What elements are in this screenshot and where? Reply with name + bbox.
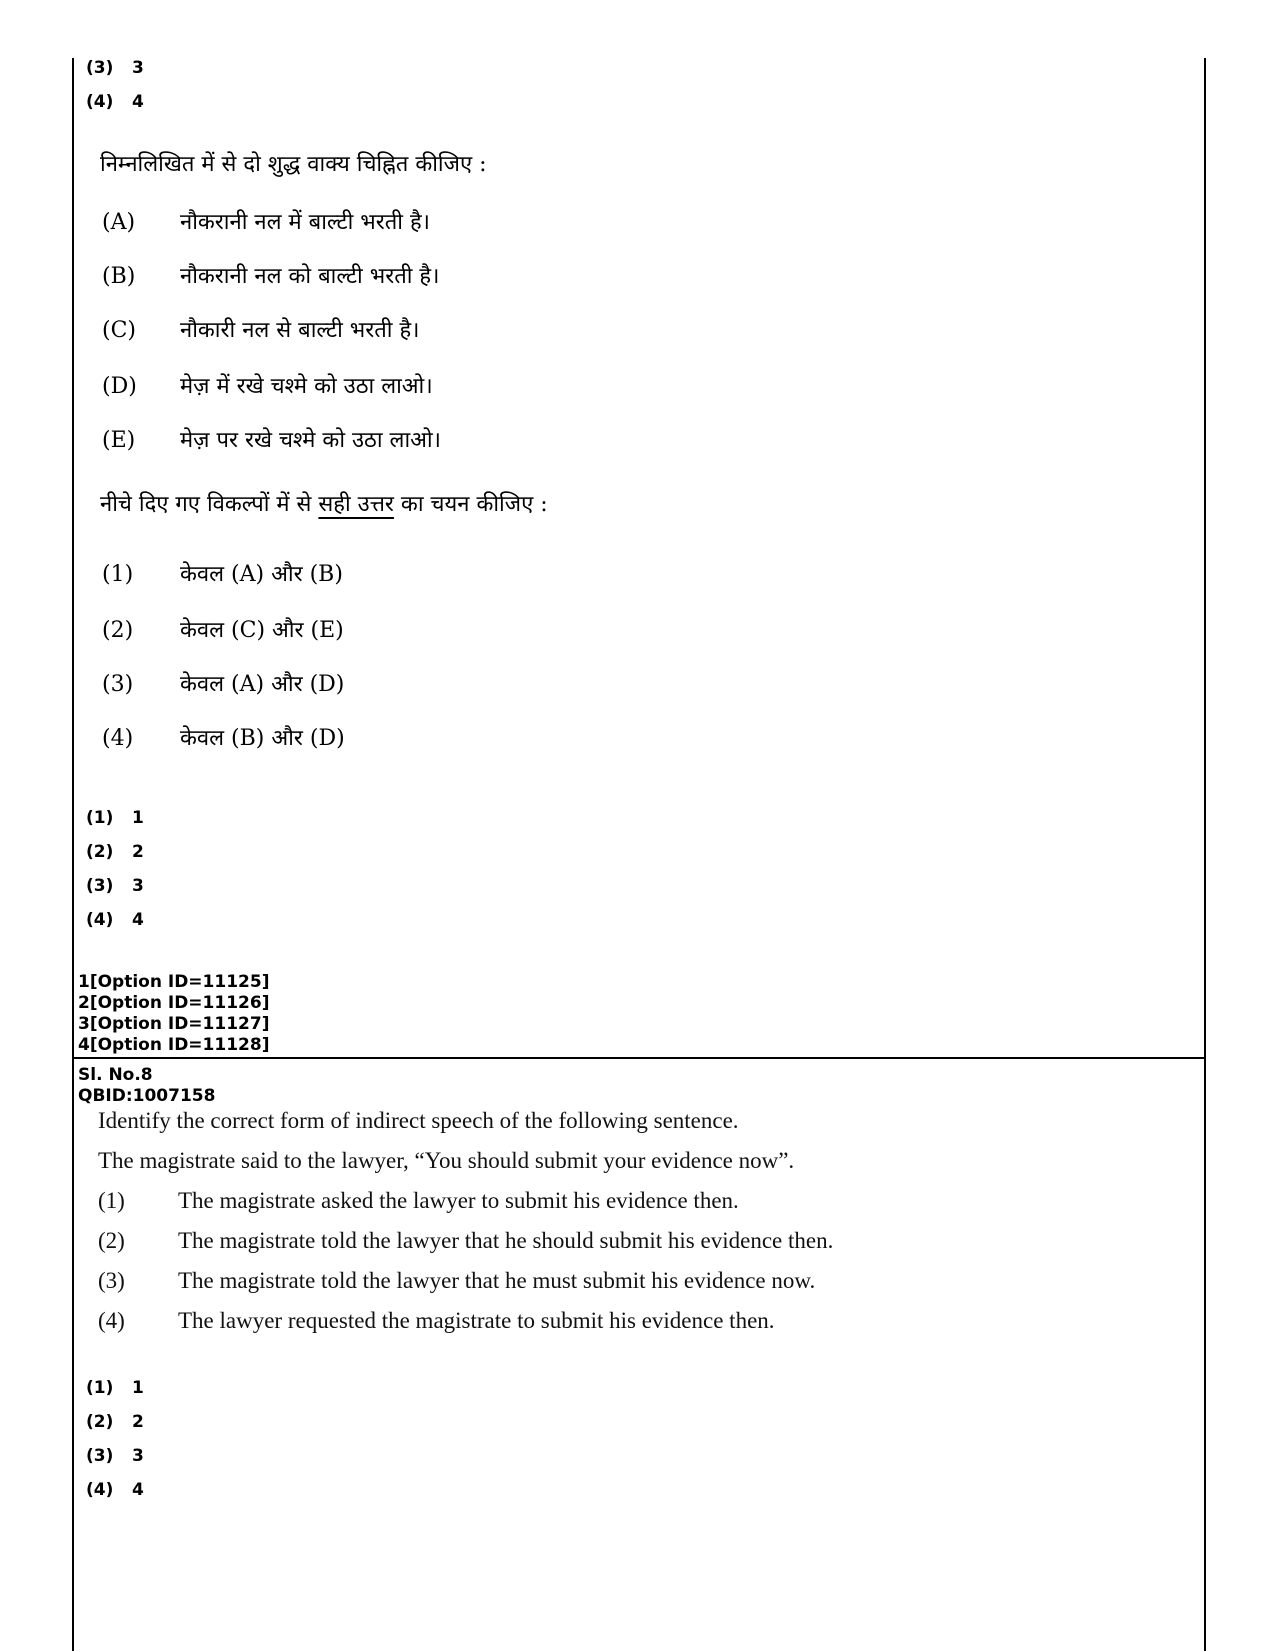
answer-value: 4 [132,1480,144,1500]
option-label: (1) [98,1188,125,1213]
answer-line [86,1480,144,1500]
option-id-list [78,972,269,1056]
hindi-option [102,614,344,644]
answer-line [86,876,144,896]
question-divider [72,1057,1206,1059]
option-text: केवल (C) और (E) [180,618,344,643]
option-text: The lawyer requested the magistrate to submit his evidence then. [178,1308,775,1333]
answer-value: 1 [132,808,144,828]
statement-label: (E) [102,428,136,453]
option-text: The magistrate told the lawyer that he must submit his evidence now. [178,1268,816,1293]
option-label: (2) [102,618,134,643]
statement-text: मेज़ पर रखे चश्मे को उठा लाओ। [180,428,441,453]
option-text: केवल (B) और (D) [180,726,345,751]
option-id: 2[Option ID=11126] [78,993,270,1013]
page-frame [72,58,1206,1651]
hindi-statement [102,206,430,236]
answer-number: (3) [86,876,114,896]
option-text: The magistrate asked the lawyer to submit his evidence then. [178,1188,739,1213]
statement-text: नौकरानी नल को बाल्टी भरती है। [180,264,440,289]
answer-value: 1 [132,1378,144,1398]
hindi-option [102,722,345,752]
instruction-pre: नीचे दिए गए विकल्पों में से [100,492,319,517]
hindi-statement [102,370,433,400]
answer-number: (2) [86,1412,114,1432]
answer-number: (4) [86,92,114,112]
answer-line [86,808,144,828]
question-sentence: The magistrate said to the lawyer, “You should submit your evidence now”. [98,1148,795,1173]
option-label: (1) [102,562,134,587]
hindi-question-prompt: निम्नलिखित में से दो शुद्ध वाक्य चिह्नित कीजिए : [100,152,487,177]
option-text: केवल (A) और (B) [180,562,343,587]
statement-text: मेज़ में रखे चश्मे को उठा लाओ। [180,374,433,399]
answer-value: 4 [132,910,144,930]
hindi-statement [102,314,420,344]
option-label: (4) [102,726,134,751]
statement-label: (D) [102,374,137,399]
instruction-post: का चयन कीजिए : [393,492,548,517]
option-id: 3[Option ID=11127] [78,1014,270,1034]
hindi-option [102,668,344,698]
serial-number: Sl. No.8 [78,1065,153,1085]
question-option [98,1228,833,1254]
answer-line [86,842,144,862]
statement-text: नौकरानी नल में बाल्टी भरती है। [180,210,431,235]
answer-line [86,58,144,78]
statement-label: (A) [102,210,136,235]
answer-line [86,1412,144,1432]
answer-line [86,1378,144,1398]
answer-number: (4) [86,910,114,930]
option-text: केवल (A) और (D) [180,672,345,697]
hindi-instruction [100,488,548,518]
option-label: (3) [102,672,134,697]
hindi-statement [102,424,441,454]
statement-label: (B) [102,264,136,289]
answer-number: (2) [86,842,114,862]
statement-label: (C) [102,318,136,343]
question-option [98,1308,775,1334]
statement-text: नौकारी नल से बाल्टी भरती है। [180,318,420,343]
hindi-statement [102,260,439,290]
answer-value: 4 [132,92,144,112]
option-label: (4) [98,1308,125,1333]
option-label: (2) [98,1228,125,1253]
answer-number: (1) [86,1378,114,1398]
option-id: 1[Option ID=11125] [78,972,270,992]
option-label: (3) [98,1268,125,1293]
answer-value: 2 [132,842,144,862]
answer-number: (4) [86,1480,114,1500]
question-option [98,1188,739,1214]
question-prompt: Identify the correct form of indirect speech of the following sentence. [98,1108,739,1133]
answer-value: 3 [132,876,144,896]
answer-value: 3 [132,58,144,78]
answer-line [86,92,144,112]
instruction-underlined: सही उत्तर [318,492,394,517]
question-option [98,1268,815,1294]
answer-number: (3) [86,58,114,78]
answer-value: 2 [132,1412,144,1432]
hindi-option [102,558,343,588]
answer-line [86,910,144,930]
option-text: The magistrate told the lawyer that he should submit his evidence then. [178,1228,834,1253]
question-header [78,1065,215,1107]
qbid: QBID:1007158 [78,1086,216,1106]
option-id: 4[Option ID=11128] [78,1035,270,1055]
answer-value: 3 [132,1446,144,1466]
answer-line [86,1446,144,1466]
answer-number: (3) [86,1446,114,1466]
answer-number: (1) [86,808,114,828]
